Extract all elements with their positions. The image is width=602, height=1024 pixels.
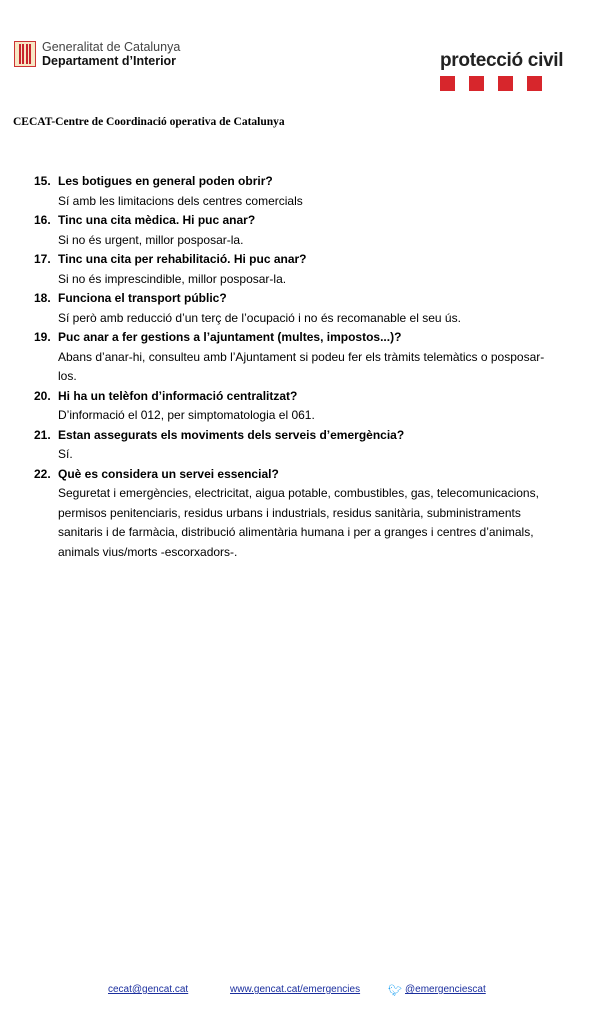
question-text: Funciona el transport públic? bbox=[58, 291, 227, 305]
answer-line: Sí. bbox=[58, 447, 73, 461]
faq-answer bbox=[34, 309, 594, 329]
faq-answer bbox=[34, 484, 594, 562]
question-number: 22. bbox=[34, 466, 51, 481]
answer-line: animals vius/morts -escorxadors-. bbox=[58, 544, 238, 559]
answer-line: Si no és urgent, millor posposar-la. bbox=[58, 232, 244, 247]
proteccio-civil-logo bbox=[440, 50, 563, 91]
red-squares-icon bbox=[440, 76, 563, 91]
generalitat-name: Generalitat de Catalunya bbox=[42, 40, 181, 54]
question-number: 16. bbox=[34, 213, 51, 227]
question-number: 15. bbox=[34, 174, 51, 188]
question-number: 17. bbox=[34, 252, 51, 266]
twitter-bird-icon: 🐦︎ bbox=[388, 985, 402, 997]
question-number: 19. bbox=[34, 330, 51, 344]
answer-line: sanitaris i de farmàcia, distribució alimentària humana i per a granges i centres d’animals, bbox=[58, 525, 534, 539]
twitter-link[interactable]: @emergenciescat bbox=[405, 984, 486, 995]
answer-line: Sí amb les limitacions dels centres comercials bbox=[58, 193, 303, 208]
proteccio-civil-title: protecció civil bbox=[440, 50, 564, 71]
faq-item bbox=[34, 387, 594, 426]
faq-answer bbox=[34, 348, 594, 387]
faq-question bbox=[34, 328, 594, 348]
faq-question bbox=[34, 426, 594, 446]
email-link[interactable]: cecat@gencat.cat bbox=[108, 984, 189, 995]
faq-item bbox=[34, 172, 594, 211]
faq-question bbox=[34, 289, 594, 309]
faq-item bbox=[34, 426, 594, 465]
question-text: Què es considera un servei essencial? bbox=[58, 466, 279, 481]
answer-line: Sí però amb reducció d’un terç de l’ocupació i no és recomanable el seu ús. bbox=[58, 310, 461, 325]
faq-item bbox=[34, 465, 594, 563]
organization-heading: CECAT-Centre de Coordinació operativa de Catalunya bbox=[13, 116, 285, 128]
question-number: 21. bbox=[34, 427, 51, 442]
faq-question bbox=[34, 211, 594, 231]
catalan-shield-icon bbox=[14, 41, 36, 67]
faq-item bbox=[34, 289, 594, 328]
question-text: Puc anar a fer gestions a l’ajuntament (multes, impostos...)? bbox=[58, 330, 402, 344]
faq-item bbox=[34, 250, 594, 289]
faq-item bbox=[34, 211, 594, 250]
faq-question bbox=[34, 465, 594, 485]
question-text: Les botigues en general poden obrir? bbox=[58, 174, 273, 188]
answer-line: Seguretat i emergències, electricitat, aigua potable, combustibles, gas, telecomunicacions, bbox=[58, 486, 539, 500]
website-link[interactable]: www.gencat.cat/emergencies bbox=[230, 984, 361, 995]
faq-question bbox=[34, 250, 594, 270]
answer-line: permisos penitenciaris, residus urbans i industrials, residus sanitària, subministraments bbox=[58, 505, 521, 520]
question-number: 20. bbox=[34, 388, 51, 403]
faq-answer bbox=[34, 406, 594, 426]
faq-item bbox=[34, 328, 594, 387]
faq-answer bbox=[34, 270, 594, 290]
faq-list bbox=[34, 172, 594, 562]
question-text: Tinc una cita mèdica. Hi puc anar? bbox=[58, 213, 256, 227]
department-name: Departament d’Interior bbox=[42, 54, 177, 68]
question-text: Tinc una cita per rehabilitació. Hi puc anar? bbox=[58, 252, 307, 266]
answer-line: Abans d’anar-hi, consulteu amb l’Ajuntament si podeu fer els tràmits telemàtics o posposar- bbox=[58, 349, 545, 364]
answer-line: D’informació el 012, per simptomatologia el 061. bbox=[58, 408, 315, 422]
faq-answer bbox=[34, 231, 594, 251]
faq-question bbox=[34, 387, 594, 407]
question-text: Estan assegurats els moviments dels serveis d’emergència? bbox=[58, 427, 405, 442]
question-number: 18. bbox=[34, 291, 51, 305]
generalitat-logo bbox=[14, 40, 180, 68]
question-text: Hi ha un telèfon d’informació centralitzat? bbox=[58, 388, 298, 403]
faq-answer bbox=[34, 445, 594, 465]
faq-question bbox=[34, 172, 594, 192]
answer-line: los. bbox=[58, 369, 77, 383]
answer-line: Si no és imprescindible, millor posposar-la. bbox=[58, 271, 287, 286]
faq-answer bbox=[34, 192, 594, 212]
